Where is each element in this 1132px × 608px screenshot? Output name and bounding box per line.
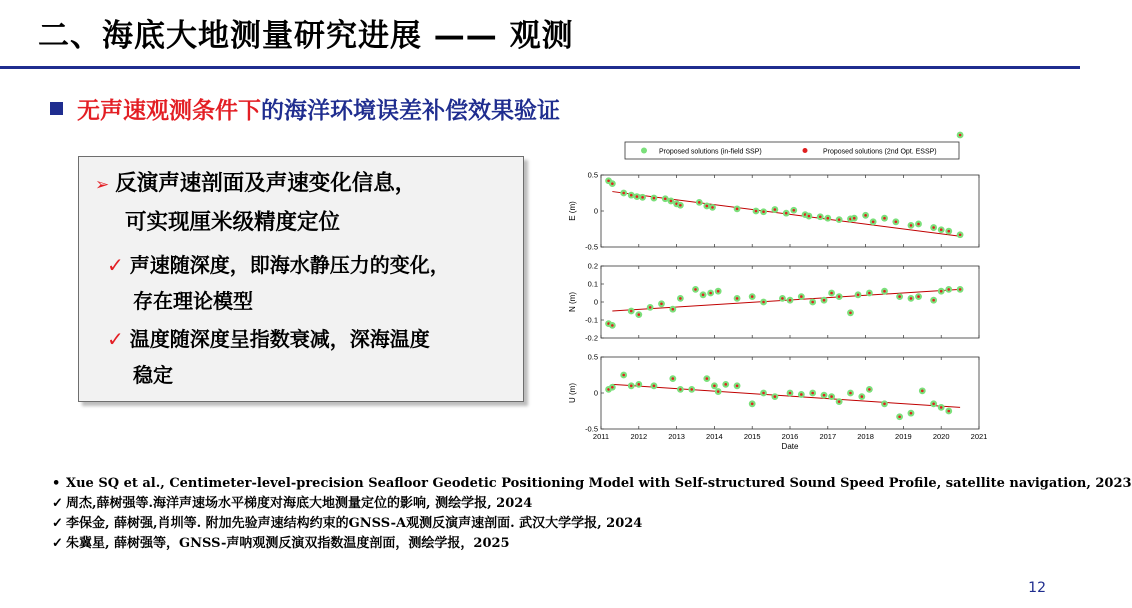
data-point-second-opt: [947, 230, 950, 233]
data-point-second-opt: [868, 388, 871, 391]
data-point-second-opt: [827, 217, 830, 220]
data-point-second-opt: [921, 390, 924, 393]
data-point-second-opt: [636, 195, 639, 198]
x-tick-label: 2015: [743, 432, 761, 441]
data-point-second-opt: [910, 412, 913, 415]
references-list: [52, 474, 1132, 554]
section-heading-highlight: 无声速观测条件下: [77, 98, 261, 124]
x-tick-label: 2012: [630, 432, 648, 441]
y-tick-label: -0.2: [585, 333, 598, 343]
data-point-second-opt: [789, 299, 792, 302]
data-point-second-opt: [947, 288, 950, 291]
data-point-second-opt: [800, 393, 803, 396]
sub-point-1-line1: 声速随深度，即海水静压力的变化，: [129, 253, 450, 277]
data-point-second-opt: [811, 301, 814, 304]
data-point-second-opt: [959, 288, 962, 291]
data-point-second-opt: [672, 377, 675, 380]
data-point-second-opt: [932, 299, 935, 302]
data-point-second-opt: [694, 288, 697, 291]
y-axis-label: U (m): [568, 383, 577, 403]
y-tick-label: -0.5: [585, 242, 598, 252]
data-point-second-opt: [819, 215, 822, 218]
x-tick-label: 2020: [932, 432, 950, 441]
arrow-bullet-icon: ➢: [95, 175, 110, 195]
legend-marker-green: [641, 148, 647, 154]
x-axis-label: Date: [781, 442, 799, 451]
data-point-second-opt: [611, 182, 614, 185]
data-point-second-opt: [755, 210, 758, 213]
data-point-second-opt: [811, 392, 814, 395]
data-point-second-opt: [883, 290, 886, 293]
reference-item: [52, 534, 1132, 554]
data-point-second-opt: [883, 403, 886, 406]
reference-text: 朱冀星, 薛树强等，GNSS-声呐观测反演双指数温度剖面，测绘学报，2025: [66, 536, 510, 551]
data-point-second-opt: [800, 295, 803, 298]
data-point-second-opt: [736, 385, 739, 388]
page-title: 二、海底大地测量研究进展 —— 观测: [38, 18, 574, 54]
data-point-second-opt: [679, 204, 682, 207]
plot-frame: [601, 175, 979, 247]
x-tick-label: 2019: [895, 432, 912, 441]
reference-item: [52, 514, 1132, 534]
data-point-second-opt: [830, 395, 833, 398]
data-point-second-opt: [630, 194, 633, 197]
data-point-second-opt: [713, 385, 716, 388]
summary-textbox: [78, 156, 524, 402]
data-point-second-opt: [717, 390, 720, 393]
data-point-second-opt: [751, 403, 754, 406]
title-divider: [0, 66, 1080, 69]
data-point-second-opt: [607, 179, 610, 182]
data-point-second-opt: [838, 400, 841, 403]
data-point-second-opt: [849, 312, 852, 315]
y-tick-label: 0.1: [587, 279, 598, 289]
data-point-second-opt: [774, 395, 777, 398]
data-point-second-opt: [932, 226, 935, 229]
sub-point-2: [107, 321, 430, 393]
main-point-line1: 反演声速剖面及声速变化信息，: [115, 171, 417, 196]
data-point-second-opt: [660, 303, 663, 306]
data-point-second-opt: [940, 406, 943, 409]
x-tick-label: 2016: [781, 432, 799, 441]
data-point-second-opt: [698, 201, 701, 204]
check-icon: ✓: [107, 327, 124, 351]
data-point-second-opt: [910, 224, 913, 227]
data-point-second-opt: [898, 415, 901, 418]
data-point-second-opt: [959, 134, 962, 137]
data-point-second-opt: [774, 208, 777, 211]
data-point-second-opt: [653, 197, 656, 200]
reference-text: Xue SQ et al., Centimeter-level-precision Seafloor Geodetic Positioning Model with Self-structured Sound Speed Profile, satellite navigation, 2023: [66, 476, 1132, 491]
data-point-second-opt: [853, 217, 856, 220]
check-icon: ✓: [52, 536, 63, 551]
section-heading-rest: 的海洋环境误差补偿效果验证: [261, 98, 560, 124]
data-point-second-opt: [917, 223, 920, 226]
x-tick-label: 2013: [668, 432, 685, 441]
main-point: [95, 165, 416, 242]
y-tick-label: 0.5: [587, 352, 598, 362]
sub-point-1-line2: 存在理论模型: [133, 289, 253, 313]
data-point-second-opt: [785, 212, 788, 215]
data-point-second-opt: [641, 196, 644, 199]
legend-label-in-field: Proposed solutions (in-field SSP): [659, 148, 762, 156]
data-point-second-opt: [670, 200, 673, 203]
data-point-second-opt: [706, 377, 709, 380]
data-point-second-opt: [653, 385, 656, 388]
data-point-second-opt: [830, 292, 833, 295]
reference-item: [52, 474, 1132, 494]
data-point-second-opt: [630, 385, 633, 388]
reference-item: [52, 494, 1132, 514]
data-point-second-opt: [910, 297, 913, 300]
data-point-second-opt: [736, 208, 739, 211]
data-point-second-opt: [940, 290, 943, 293]
data-point-second-opt: [638, 383, 641, 386]
y-tick-label: -0.5: [585, 424, 598, 434]
y-tick-label: 0.5: [587, 170, 598, 180]
data-point-second-opt: [649, 306, 652, 309]
y-tick-label: 0: [593, 297, 598, 307]
main-point-line2: 可实现厘米级精度定位: [125, 210, 341, 235]
square-bullet-icon: [50, 102, 63, 115]
data-point-second-opt: [679, 297, 682, 300]
data-point-second-opt: [706, 205, 709, 208]
data-point-second-opt: [883, 217, 886, 220]
x-tick-label: 2017: [819, 432, 837, 441]
x-tick-label: 2018: [857, 432, 874, 441]
y-tick-label: 0.2: [587, 261, 598, 271]
data-point-second-opt: [792, 209, 795, 212]
data-point-second-opt: [751, 295, 754, 298]
data-point-second-opt: [932, 403, 935, 406]
data-point-second-opt: [672, 308, 675, 311]
legend-label-second-opt: Proposed solutions (2nd Opt. ESSP): [823, 148, 937, 156]
data-point-second-opt: [838, 295, 841, 298]
data-point-second-opt: [857, 294, 860, 297]
data-point-second-opt: [789, 392, 792, 395]
page-number: 12: [1028, 580, 1046, 596]
data-point-second-opt: [849, 392, 852, 395]
x-tick-label: 2011: [592, 432, 610, 441]
check-icon: ✓: [52, 496, 63, 511]
y-axis-label: N (m): [568, 292, 577, 312]
data-point-second-opt: [872, 221, 875, 224]
x-tick-label: 2014: [706, 432, 723, 441]
y-tick-label: 0: [593, 388, 598, 398]
data-point-second-opt: [630, 310, 633, 313]
reference-text: 李保金, 薛树强,肖圳等. 附加先验声速结构约束的GNSS-A观测反演声速剖面. 武汉大学学报, 2024: [66, 516, 643, 531]
enu-timeseries-chart: [555, 135, 988, 455]
data-point-second-opt: [808, 215, 811, 218]
data-point-second-opt: [724, 383, 727, 386]
y-tick-label: -0.1: [585, 315, 598, 325]
data-point-second-opt: [622, 192, 625, 195]
data-point-second-opt: [622, 374, 625, 377]
data-point-second-opt: [762, 301, 765, 304]
legend-marker-red: [803, 148, 808, 153]
data-point-second-opt: [895, 221, 898, 224]
data-point-second-opt: [611, 386, 614, 389]
data-point-second-opt: [638, 313, 641, 316]
data-point-second-opt: [823, 299, 826, 302]
data-point-second-opt: [823, 394, 826, 397]
data-point-second-opt: [679, 388, 682, 391]
data-point-second-opt: [711, 206, 714, 209]
sub-point-2-line2: 稳定: [133, 363, 173, 387]
check-icon: ✓: [107, 253, 124, 277]
bullet-icon: •: [52, 476, 61, 491]
data-point-second-opt: [959, 233, 962, 236]
x-tick-label: 2021: [970, 432, 988, 441]
data-point-second-opt: [838, 218, 841, 221]
data-point-second-opt: [864, 214, 867, 217]
data-point-second-opt: [690, 388, 693, 391]
data-point-second-opt: [611, 324, 614, 327]
data-point-second-opt: [762, 392, 765, 395]
data-point-second-opt: [947, 410, 950, 413]
data-point-second-opt: [868, 292, 871, 295]
data-point-second-opt: [940, 228, 943, 231]
data-point-second-opt: [781, 297, 784, 300]
data-point-second-opt: [917, 295, 920, 298]
data-point-second-opt: [664, 197, 667, 200]
sub-point-1: [107, 247, 450, 319]
data-point-second-opt: [762, 210, 765, 213]
data-point-second-opt: [898, 295, 901, 298]
data-point-second-opt: [861, 395, 864, 398]
y-axis-label: E (m): [568, 201, 577, 221]
sub-point-2-line1: 温度随深度呈指数衰减，深海温度: [129, 327, 430, 351]
reference-text: 周杰,薛树强等.海洋声速场水平梯度对海底大地测量定位的影响, 测绘学报, 2024: [66, 496, 533, 511]
data-point-second-opt: [709, 292, 712, 295]
data-point-second-opt: [717, 290, 720, 293]
y-tick-label: 0: [593, 206, 598, 216]
data-point-second-opt: [736, 297, 739, 300]
check-icon: ✓: [52, 516, 63, 531]
data-point-second-opt: [702, 294, 705, 297]
section-heading: [50, 92, 560, 125]
